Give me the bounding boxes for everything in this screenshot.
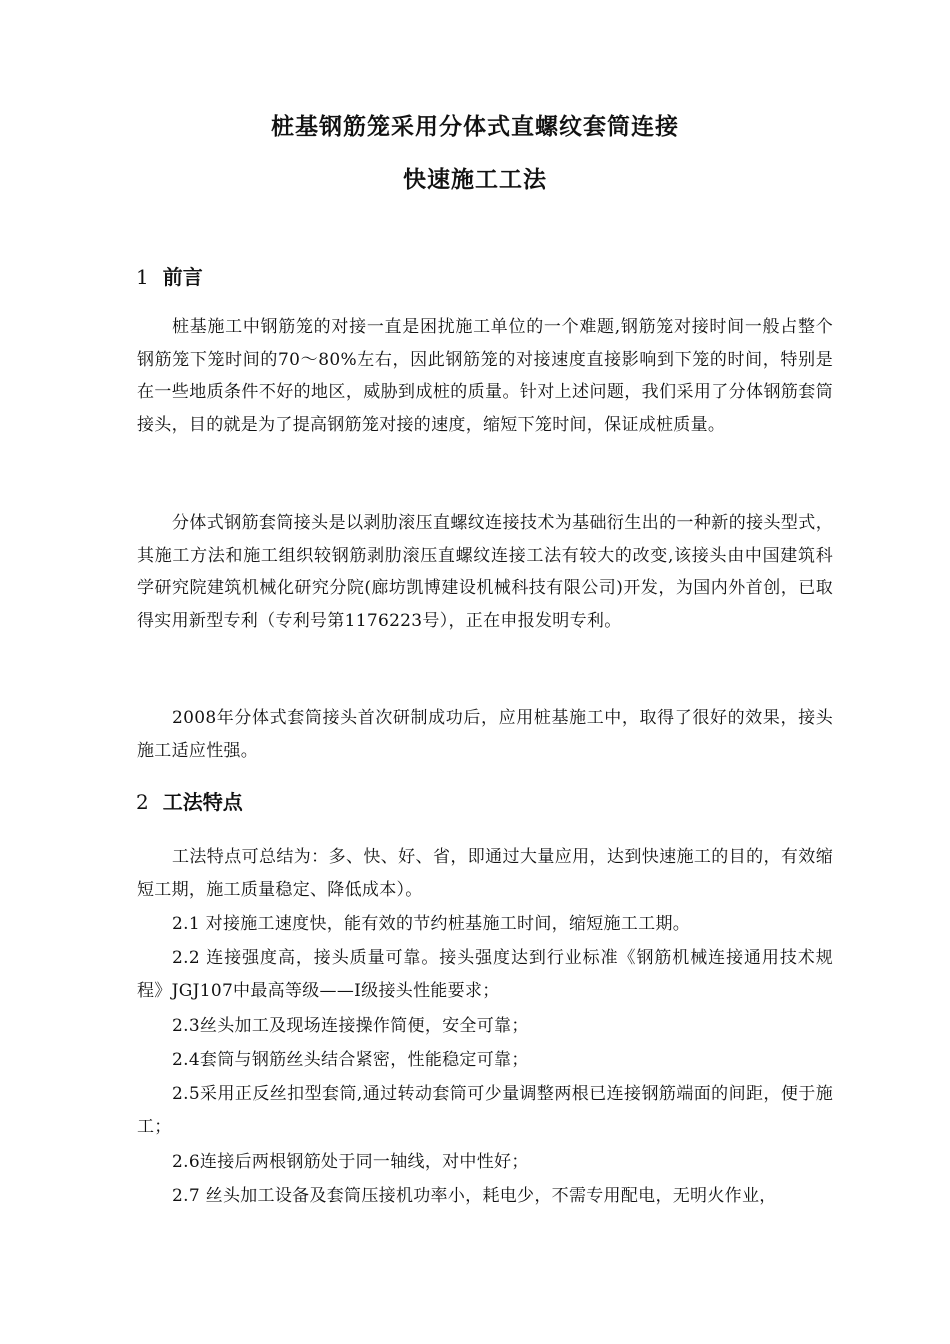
- section-heading-2: [136, 789, 243, 815]
- document-title-line-1: 桩基钢筋笼采用分体式直螺纹套筒连接: [271, 113, 679, 140]
- paragraph: 分体式钢筋套筒接头是以剥肋滚压直螺纹连接技术为基础衍生出的一种新的接头型式，其施工方法和施工组织较钢筋剥肋滚压直螺纹连接工法有较大的改变,该接头由中国建筑科学研究院建筑机械化研究分院(廊坊凯博建设机械科技有限公司)开发，为国内外首创，已取得实用新型专利（专利号第1176223号），正在申报发明专利。: [137, 513, 833, 631]
- paragraph: 工法特点可总结为：多、快、好、省，即通过大量应用，达到快速施工的目的，有效缩短工期，施工质量稳定、降低成本）。: [137, 847, 833, 900]
- feature-item-2-5: 2.5采用正反丝扣型套筒,通过转动套筒可少量调整两根已连接钢筋端面的间距，便于施工；: [137, 1084, 833, 1137]
- feature-item-2-6: 2.6连接后两根钢筋处于同一轴线，对中性好；: [172, 1152, 529, 1172]
- section-number: 1: [136, 265, 149, 289]
- paragraph: 2008年分体式套筒接头首次研制成功后，应用桩基施工中，取得了很好的效果，接头施工适应性强。: [137, 708, 833, 761]
- feature-item-2-1: 2.1 对接施工速度快，能有效的节约桩基施工时间，缩短施工工期。: [172, 914, 691, 934]
- feature-item-2-3: 2.3丝头加工及现场连接操作简便，安全可靠；: [172, 1016, 529, 1036]
- feature-item-2-2: 2.2 连接强度高，接头质量可靠。接头强度达到行业标准《钢筋机械连接通用技术规程》JGJ107中最高等级——Ⅰ级接头性能要求；: [137, 948, 833, 1001]
- feature-item-2-4: 2.4套筒与钢筋丝头结合紧密，性能稳定可靠；: [172, 1050, 529, 1070]
- section-title: 前言: [162, 265, 203, 289]
- document-title-line-2: 快速施工工法: [403, 166, 547, 193]
- section-title: 工法特点: [162, 790, 243, 814]
- paragraph: 桩基施工中钢筋笼的对接一直是困扰施工单位的一个难题,钢筋笼对接时间一般占整个钢筋笼下笼时间的70～80%左右，因此钢筋笼的对接速度直接影响到下笼的时间，特别是在一些地质条件不好的地区，威胁到成桩的质量。针对上述问题，我们采用了分体钢筋套筒接头，目的就是为了提高钢筋笼对接的速度，缩短下笼时间，保证成桩质量。: [137, 317, 833, 435]
- section-heading-1: [136, 264, 203, 290]
- feature-item-2-7: 2.7 丝头加工设备及套筒压接机功率小，耗电少，不需专用配电，无明火作业，: [172, 1186, 777, 1206]
- section-number: 2: [136, 790, 149, 814]
